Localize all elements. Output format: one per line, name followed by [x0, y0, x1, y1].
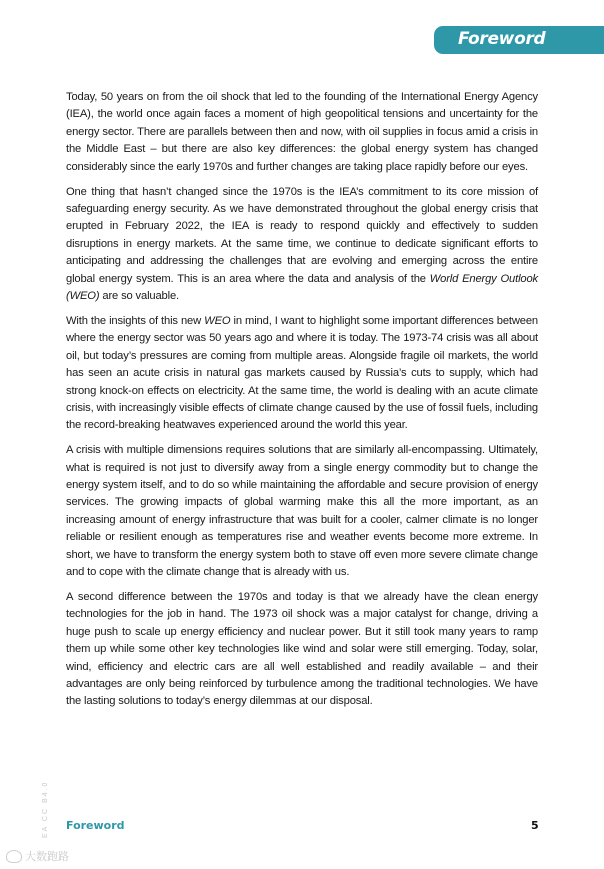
section-header-tab [434, 26, 604, 54]
paragraph: A crisis with multiple dimensions requires solutions that are similarly all-encompassing. Ultimately, what is required is not just to diversify away from a single energy commodity but to change the energy system itself, and to do so while maintaining the affordable and secure provision of energy services. The growing impacts of global warming make this all the more important, as an increasing amount of energy infrastructure that was built for a cooler, calmer climate is no longer reliable or resilient enough as temperatures rise and weather events become more extreme. In short, we have to transform the energy system both to stave off even more severe climate change and to cope with the climate change that is already with us. [66, 444, 538, 579]
footer-section-label: Foreword [66, 819, 125, 832]
paragraph: Today, 50 years on from the oil shock that led to the founding of the International Energy Agency (IEA), the world once again faces a moment of high geopolitical tensions and uncertainty for the energy sector. There are parallels between then and now, with oil supplies in focus amid a crisis in the Middle East – but there are also key differences: the global energy system has changed considerably since the early 1970s and further changes are taking place rapidly before our eyes. [66, 91, 538, 173]
section-header-title: Foreword [458, 29, 546, 49]
license-code: EA CC B4.0 [42, 780, 49, 838]
page-number: 5 [531, 819, 539, 832]
paragraph: A second difference between the 1970s and today is that we already have the clean energy technologies for the job in hand. The 1973 oil shock was a major catalyst for change, driving a huge push to scale up energy efficiency and nuclear power. But it still took many years to ramp them up while some other key technologies like wind and solar were still emerging. Today, solar, wind, efficiency and electric cars are all well established and readily available – and their advantages are only being reinforced by turbulence among the traditional technologies. We have the lasting solutions to today’s energy dilemmas at our disposal. [66, 590, 538, 708]
weibo-logo-icon [6, 850, 22, 863]
italic-title: World Energy Outlook (WEO) [66, 272, 538, 302]
paragraph: With the insights of this new WEO in mind, I want to highlight some important differences between where the energy sector was 50 years ago and where it is today. The 1973-74 crisis was all about oil, but today’s pressures are coming from multiple areas. Alongside fragile oil markets, the world has seen an acute crisis in natural gas markets caused by Russia’s cuts to supply, which had strong knock-on effects on electricity. At the same time, the world is dealing with an acute climate crisis, with increasingly visible effects of climate change caused by the use of fossil fuels, including the record-breaking heatwaves experienced around the world this year. [66, 314, 538, 432]
watermark [6, 848, 69, 864]
watermark-text: 大数跑路 [25, 851, 69, 863]
italic-title: WEO [204, 314, 231, 327]
paragraph: One thing that hasn’t changed since the 1970s is the IEA’s commitment to its core mission of safeguarding energy security. As we have demonstrated throughout the global energy crisis that erupted in February 2022, the IEA is ready to respond quickly and effectively to sudden disruptions in energy markets. At the same time, we continue to dedicate significant efforts to anticipating and addressing the challenges that are evolving and emerging across the entire global energy system. This is an area where the data and analysis of the World Energy Outlook (WEO) are so valuable. [66, 185, 538, 302]
foreword-body [66, 89, 538, 718]
